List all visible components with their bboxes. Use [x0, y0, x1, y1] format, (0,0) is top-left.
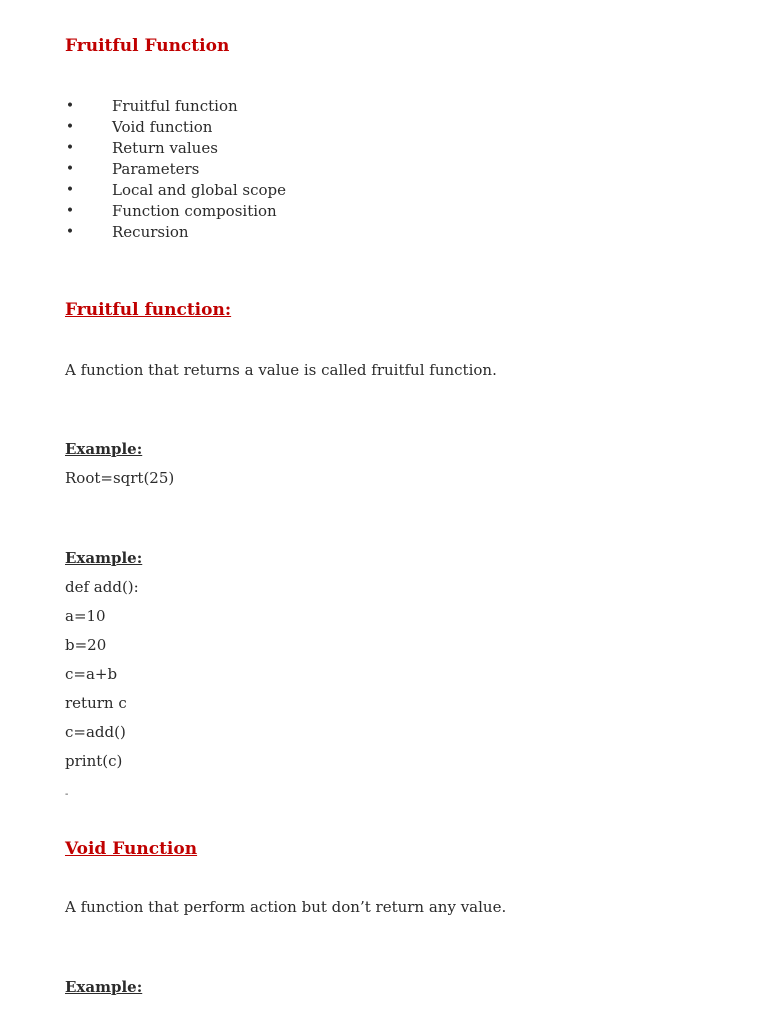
separator-dash: - [65, 789, 69, 800]
code-line: c=add() [65, 723, 126, 741]
code-line: c=a+b [65, 665, 118, 683]
list-item-label: Function composition [112, 202, 277, 220]
bullet-icon: • [65, 224, 75, 240]
code-line: return c [65, 694, 127, 712]
list-item-label: Parameters [112, 160, 200, 178]
example-label: Example: [65, 440, 143, 458]
list-item-label: Fruitful function [112, 97, 238, 115]
code-line: a=10 [65, 607, 106, 625]
bullet-icon: • [65, 98, 75, 114]
example-label: Example: [65, 549, 143, 567]
code-line: b=20 [65, 636, 107, 654]
page-title: Fruitful Function [65, 36, 230, 56]
code-line: print(c) [65, 752, 123, 770]
list-item-label: Recursion [112, 223, 189, 241]
list-item-label: Return values [112, 139, 218, 157]
bullet-icon: • [65, 140, 75, 156]
fruitful-definition: A function that returns a value is called fruitful function. [65, 361, 497, 379]
code-line: Root=sqrt(25) [65, 469, 175, 487]
bullet-icon: • [65, 182, 75, 198]
bullet-icon: • [65, 203, 75, 219]
bullet-icon: • [65, 161, 75, 177]
section-heading-void: Void Function [65, 839, 198, 859]
list-item-label: Void function [112, 118, 213, 136]
list-item-label: Local and global scope [112, 181, 287, 199]
void-definition: A function that perform action but don’t return any value. [65, 898, 507, 916]
section-heading-fruitful: Fruitful function: [65, 300, 232, 320]
code-line: def add(): [65, 578, 139, 596]
example-label: Example: [65, 978, 143, 996]
bullet-icon: • [65, 119, 75, 135]
